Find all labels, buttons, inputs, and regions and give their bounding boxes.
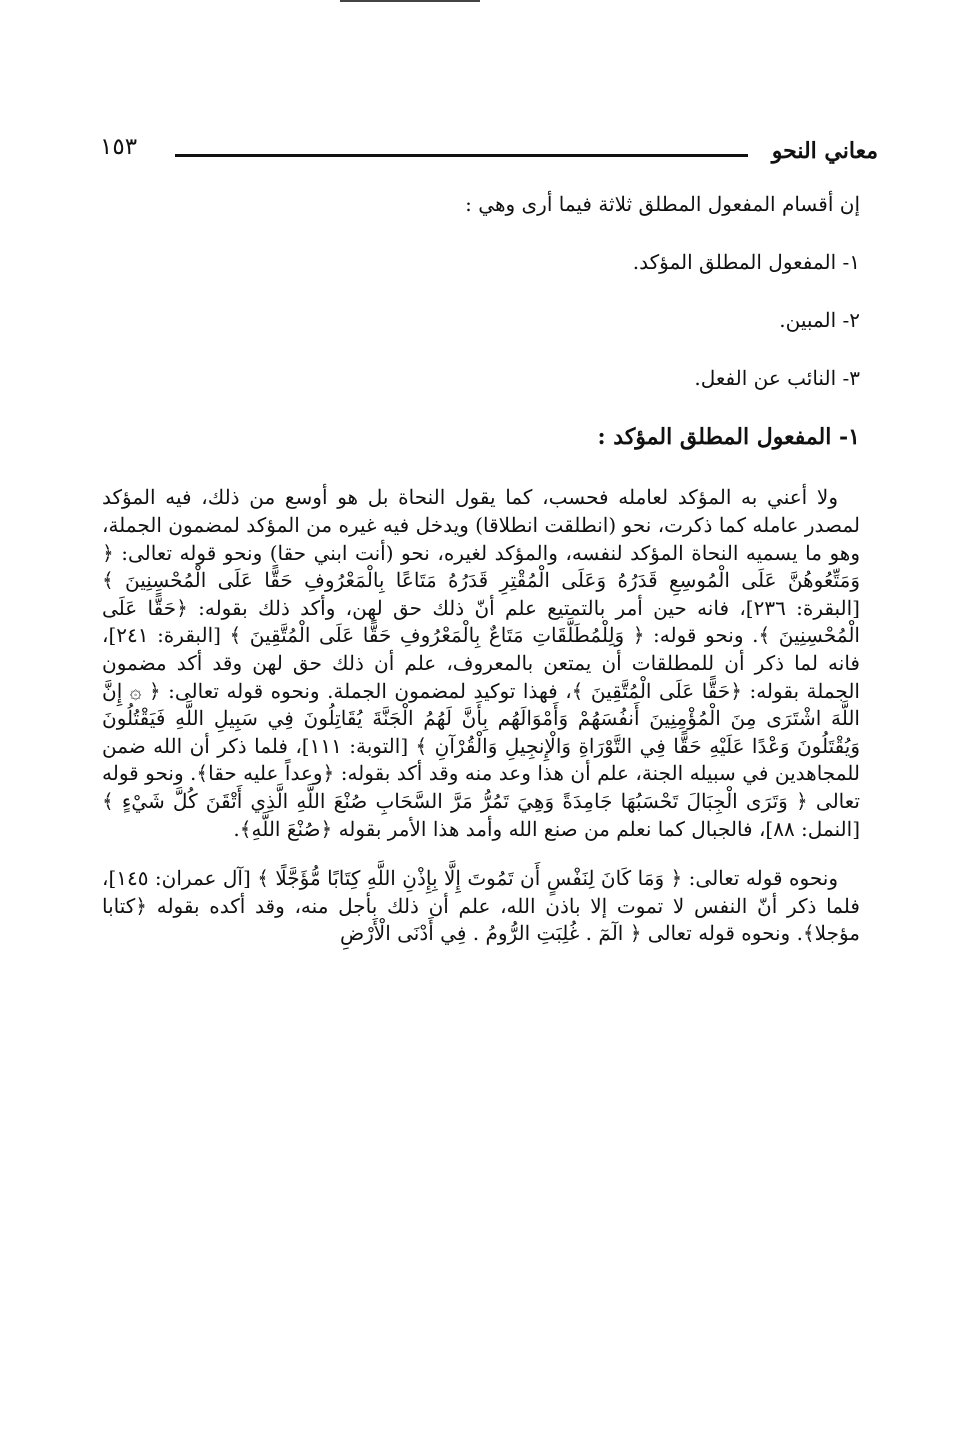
page-number: ١٥٣ [100, 134, 138, 160]
list-item: ٣- النائب عن الفعل. [694, 366, 860, 390]
section-heading: ١- المفعول المطلق المؤكد : [597, 424, 860, 450]
paragraph: ولا أعني به المؤكد لعامله فحسب، كما يقول النحاة بل هو أوسع من ذلك، فيه المؤكد لمصدر عامله كما ذكرت، نحو (انطلقت انطلاقا) ويدخل فيه غيره من المؤكد لمضمون الجملة، وهو ما يسميه النحاة المؤكد لنفسه، والمؤكد لغيره، نحو (أنت ابني حقا) ونحو قوله تعالى: ﴿ وَمَتِّعُوهُنَّ عَلَى الْمُوسِعِ قَدَرُهُ وَعَلَى الْمُقْتِرِ قَدَرُهُ مَتَاعًا بِالْمَعْرُوفِ حَقًّا عَلَى الْمُحْسِنِينَ ﴾ [البقرة: ٢٣٦]، فانه حين أمر بالتمتيع علم أنّ ذلك حق لهن، وأكد ذلك بقوله: ﴿حَقًّا عَلَى الْمُحْسِنِينَ ﴾. ونحو قوله: ﴿ وَلِلْمُطَلَّقَاتِ مَتَاعٌ بِالْمَعْرُوفِ حَقًّا عَلَى الْمُتَّقِينَ ﴾ [البقرة: ٢٤١]، فانه لما ذكر أن للمطلقات أن يمتعن بالمعروف، علم أن ذلك حق لهن وقد أكد مضمون الجملة بقوله: ﴿حَقًّا عَلَى الْمُتَّقِينَ ﴾، فهذا توكيد لمضمون الجملة. ونحوه قوله تعالى: ﴿ ۞ إِنَّ اللَّهَ اشْتَرَى مِنَ الْمُؤْمِنِينَ أَنفُسَهُمْ وَأَمْوَالَهُم بِأَنَّ لَهُمُ الْجَنَّةَ يُقَاتِلُونَ فِي سَبِيلِ اللَّهِ فَيَقْتُلُونَ وَيُقْتَلُونَ وَعْدًا عَلَيْهِ حَقًّا فِي التَّوْرَاةِ وَالْإِنجِيلِ وَالْقُرْآنِ ﴾ [التوبة: ١١١]، فلما ذكر أن الله ضمن للمجاهدين في سبيله الجنة، علم أن هذا وعد منه وقد أكد بقوله: ﴿وعداً عليه حقا﴾. ونحو قوله تعالى ﴿ وَتَرَى الْجِبَالَ تَحْسَبُهَا جَامِدَةً وَهِيَ تَمُرُّ مَرَّ السَّحَابِ صُنْعَ اللَّهِ الَّذِي أَتْقَنَ كُلَّ شَيْءٍ ﴾ [النمل: ٨٨]، فالجبال كما نعلم من صنع الله وأمد هذا الأمر بقوله ﴿صُنْعَ اللَّهِ﴾. [102, 485, 860, 841]
page-header [100, 134, 878, 174]
paragraph: ونحوه قوله تعالى: ﴿ وَمَا كَانَ لِنَفْسٍ أَن تَمُوتَ إِلَّا بِإِذْنِ اللَّهِ كِتَابًا مُّؤَجَّلًا ﴾ [آل عمران: ١٤٥]، فلما ذكر أنّ النفس لا تموت إلا باذن الله، علم أن ذلك بأجل منه، وقد أكده بقوله ﴿كتابا مؤجلا﴾. ونحوه قوله تعالى ﴿ الٓمٓ . غُلِبَتِ الرُّومُ . فِي أَدْنَى الْأَرْضِ [102, 866, 860, 946]
header-rule [175, 154, 748, 157]
page-body [102, 192, 860, 970]
intro-line: إن أقسام المفعول المطلق ثلاثة فيما أرى وهي : [465, 192, 860, 216]
list-item: ٢- المبين. [779, 308, 860, 332]
running-title: معاني النحو [771, 138, 878, 164]
list-item: ١- المفعول المطلق المؤكد. [632, 250, 860, 274]
top-divider [340, 0, 480, 2]
